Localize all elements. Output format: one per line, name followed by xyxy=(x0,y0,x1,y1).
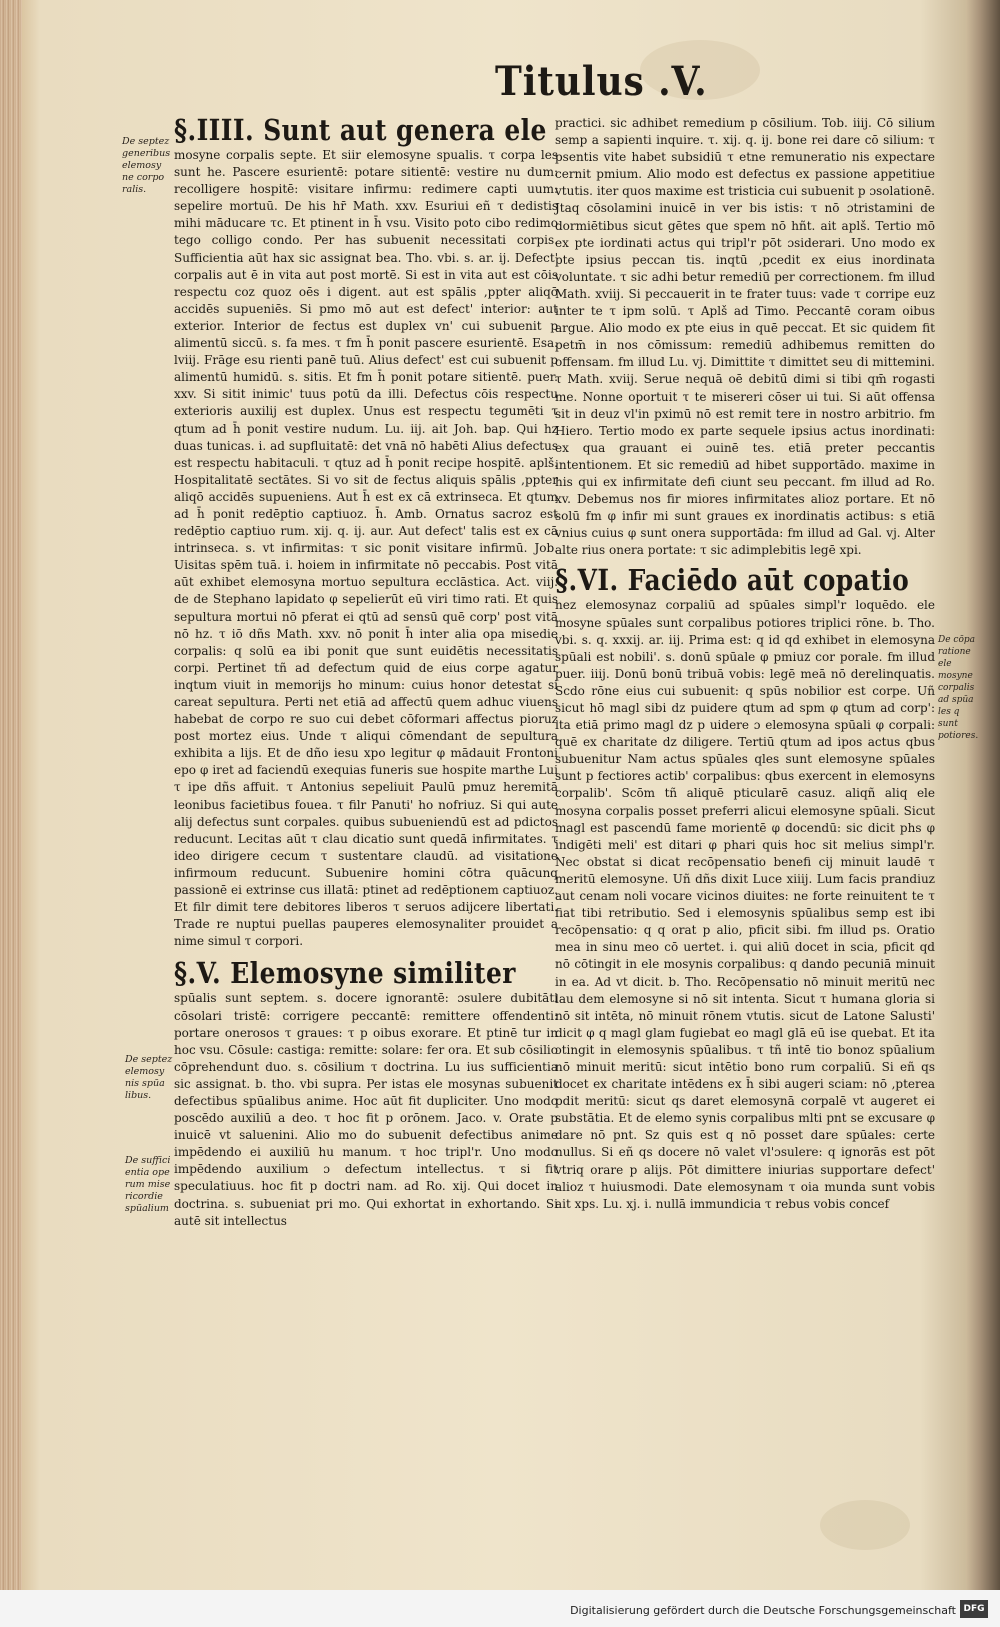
left-column xyxy=(174,115,558,1230)
book-edge-left xyxy=(0,0,22,1627)
section-4-heading: §.IIII. Sunt aut genera ele xyxy=(174,113,547,147)
margin-note-spiritual-works: De septez elemosy nis spūa libus. xyxy=(125,1054,173,1101)
section-5-text: spūalis sunt septem. s. docere ignorantē: ɔsulere dubitāti cōsolari tristē: corrigere peccantē: remittere offendenti: portare onerosos τ graues: τ p oibus exorare. Et ptinē tur in hoc vsu. Cōsule: castiga: remitte: solare: fer ora. Et sub cōsilio cōprehendunt duo. s. cōsilium τ doctrina. Lu ius sufficientia sic assignat. b. tho. vbi supra. Per istas ele mosynas subuenit defectibus spūalibus anime. Hoc aūt fit dupliciter. Uno modo poscēdo auxiliū a deo. τ hoc fit p orōnem. Jaco. v. Orate p inuicē vt saluenini. Alio mo do subuenit defectibus anime impēdendo ei auxiliū hu manum. τ hoc tripl'r. Uno modo impēdendo auxilium ɔ defectum intellectus. τ si fit speculatiuus. hoc fit p doctri nam. ad Ro. xij. Qui docet in doctrina. s. subueniat pri mo. Qui exhortat in exhortando. Si autē sit intellectus xyxy=(174,991,558,1228)
section-6-text: nez elemosynaz corpaliū ad spūales simpl'r loquēdo. ele mosyne spūales sunt corpalibus potiores triplici rōne. b. Tho. vbi. s. q. xxxij. ar. iij. Prima est: q id qd exhibet in elemosyna spūali est nobili'. s. donū spūale φ pmiuz cor porale. fm illud puer. iiij. Donū bonū tribuā vobis: legē meā nō derelinquatis. Scdo rōne eius cui subuenit: q spūs nobilior est corpe. Uñ sicut hō magl sibi dz puidere qtum ad spm φ qtum ad corp': ita etiā primo magl dz p uidere ɔ elemosyna spūali φ corpali: quē ex charitate dz diligere. Tertiū qtum ad ipos actus qbus subuenitur Nam actus spūales qles sunt elemosyne spūales sunt p fectiores actib' corpalibus: qbus exercent in elemosyns corpalib'. Scōm tñ aliquē pticularē casuz. aliqñ aliq ele mosyna corpalis posset preferri alicui elemosyne spūali. Sicut magl est pascendū fame morientē φ docendū: sic dicit phs φ indigēti meli' est ditari φ phari quis hoc sit melius simpl'r. Nec obstat si dicat recōpensatio benefi cij minuit laudē τ meritū elemosyne. Uñ dñs dixit Luce xiiij. Lum facis prandiuz aut cenam noli vocare vicinos diuites: ne forte reinuitent te τ fiat tibi retributio. Sed i elemosynis spūalibus semp est ibi recōpensatio: q q orat p alio, pficit sibi. fm illud ps. Oratio mea in sinu meo cō uertet. i. qui aliū docet in scia, pficit qd nō cōtingit in ele mosynis corpalibus: q dando pecuniā minuit in ea. Ad vt dicit. b. Tho. Recōpensatio nō minuit meritū nec lau dem elemosyne si nō sit intenta. Sicut τ humana gloria si nō sit intēta, nō minuit rōnem vtutis. sicut de Latone Salusti' dicit φ q magl glam fugiebat eo magl glā eū ise quebat. Et ita ɔtingit in elemosynis spūalibus. τ tñ intē tio bonoz spūalium nō minuit meritū: sicut intētio bono rum corpaliū. Si eñ qs docet ex charitate intēdens ex h̄ sibi augeri sciam: nō ,pterea pdit meritū: sicut qs daret elemosynā corpalē vt augeret ei substātia. Et de elemo synis corpalibus mlti pnt se excusare φ dare nō pnt. Sz quis est q nō posset dare spūales: certe nullus. Si eñ qs docere nō valet vl'ɔsulere: q ignorās est pōt vtriq orare p alijs. Pōt dimittere iniurias supportare defect' alioz τ huiusmodi. Date elemosynam τ oia munda sunt vobis ait xps. Lu. xj. i. nullā immundicia τ rebus vobis concef xyxy=(555,598,935,1211)
right-column xyxy=(555,115,935,1213)
section-5-continued-text: practici. sic adhibet remedium p cōsilium. Tob. iiij. Cō silium semp a sapienti inquire. τ. xij. q. ij. bone rei dare cō silium: τ psentis vite habet subsidiū τ etne remuneratio nis expectare cernit pmium. Alio modo est defectus ex passione appetitiue vtutis. iter quos maxime est tristicia cui subuenit p ɔsolationē. Jtaq cōsolamini inuicē in ver bis istis: τ nō ɔtristamini de dormiētibus sicut gētes que spem nō hñt. ait aplš. Tertio mō ex pte iordinati actus qui tripl'r pōt ɔsiderari. Uno modo ex pte ipsius peccan tis. inqtū ,pcedit ex eius inordinata voluntate. τ sic adhi betur remediū per correctionem. fm illud Math. xviij. Si peccauerit in te frater tuus: vade τ corripe euz inter te τ ipm solū. τ Aplš ad Timo. Peccantē coram oibus argue. Alio modo ex pte eius in quē peccat. Et sic quidem fit petm̄ in nos cōmissum: remediū adhibemus remitten do offensam. fm illud Lu. vj. Dimittite τ dimittet seu di mittemini. τ Math. xviij. Serue nequā oē debitū dimi si tibi qm̄ rogasti me. Nonne oportuit τ te misereri cōser ui tui. Si aūt offensa sit in deuz vl'in pximū nō est remit tere in nostro arbitrio. fm Hiero. Tertio modo ex parte sequele ipsius actus inordinati: ex qua grauant ei ɔuinē tes. etiā preter peccantis intentionem. Et sic remediū ad hibet supportādo. maxime in his qui ex infirmitate defi ciunt seu peccant. fm illud ad Ro. xv. Debemus nos fir miores infirmitates alioz portare. Et nō solū fm φ infir mi sunt graues ex inordinatis actibus: s etiā vnius cuius φ sunt onera supportāda: fm illud ad Gal. vj. Alter alte rius onera portate: τ sic adimplebitis legē xpi. xyxy=(555,116,935,558)
running-head: Titulus .V. xyxy=(495,58,708,105)
footer-credit: Digitalisierung gefördert durch die Deutsche Forschungsgemeinschaft xyxy=(570,1604,956,1617)
margin-note-sufficiency: De suffici entia ope rum mise ricordie spūalium xyxy=(125,1155,171,1214)
section-5-heading: §.V. Elemosyne similiter xyxy=(174,956,516,991)
section-4-text: mosyne corpalis septe. Et siir elemosyne spualis. τ corpa les sunt he. Pascere esurientē: potare sitientē: vestire nu dum: recolligere hospitē: visitare infirmu: redimere capti uum: sepelire mortuū. De his hr̄ Math. xxv. Esuriui eñ τ dedistis mihi māducare τc. Et ptinent in h̄ vsu. Visito poto cibo redimo tego colligo condo. Per has subuenit necessitati corpis. Sufficientia aūt hax sic assignat bea. Tho. vbi. s. ar. ij. Defect' corpalis aut ē in vita aut post mortē. Si est in vita aut est cōis respectu coz quoz oēs i digent. aut est spālis ,ppter aliqō accidēs supueniēs. Si pmo mō aut est defect' interior: aut exterior. Interior de fectus est duplex vn' cui subuenit p alimentū siccū. s. fa mes. τ fm h̄ ponit pascere esurientē. Esa. lviij. Frāge esu rienti panē tuū. Alius defect' est cui subuenit p alimentū humidū. s. sitis. Et fm h̄ ponit potare sitientē. puer. xxv. Si sitit inimic' tuus potū da illi. Defectus cōis respectu exterioris auxilij est duplex. Unus est respectu tegumēti τ qtum ad h̄ ponit vestire nudum. Lu. iij. ait Joh. bap. Qui hz duas tunicas. i. ad supfluitatē: det vnā nō habēti Alius defectus est respectu habitaculi. τ qtuz ad h̄ ponit recipe hospitē. aplš. Hospitalitatē sectātes. Si vo sit de fectus aliquis spālis ,ppter aliqō accidēs supueniens. Aut h̄ est ex cā extrinseca. Et qtum ad h̄ ponit redēptio captiuoz. h̄. Amb. Ornatus sacroz est redēptio captiuo rum. xij. q. ij. aur. Aut defect' talis est ex cā intrinseca. s. vt infirmitas: τ sic ponit visitare infirmū. Job. Uisitas spēm tuā. i. hoiem in infirmitate nō peccabis. Post vitā aūt exhibet elemosyna mortuo sepultura ecclāstica. Act. viij. de de Stephano lapidato φ sepelierūt eū viri timo rati. Et quis sepultura mortui nō pferat ei qtū ad sensū quē corp' post vitā nō hz. τ iō dñs Math. xxv. nō ponit h̄ inter alia opa misedie corpalis: q solū ea ibi ponit que sunt euidētis necessitatis corpi. Pertinet tñ ad defectum quid de eius corpe agatur inqtum viuit in memorijs ho minum: cuius honor detestat si careat sepultura. Perti net etiā ad affectū quem adhuc viuens habebat de corpo re suo cui debet cōformari affectus pioruz post mortez eius. Unde τ aliqui cōmendant de sepultura exhibita a lijs. Et de dño iesu xpo legitur φ mādauit Frontoni epo φ iret ad faciendū exequias funeris sue hospite marthe Lui τ ipe dñs affuit. τ Antonius sepeliuit Paulū pmuz heremitā leonibus facietibus fouea. τ filr Panuti' ho nofriuz. Si qui aute alij defectus sunt corpales. quibus subueniendū est ad pdictos reducunt. Lecitas aūt τ clau dicatio sunt quedā infirmitates. τ ideo dirigere cecum τ sustentare claudū. ad visitatione infirmoum reducunt. Subuenire homini cōtra quācunq passionē ei extrinse cus illatā: ptinet ad redēptionem captiuoz. Et filr dimit tere debitores liberos τ seruos adijcere libertati. Trade re nuptui puellas pauperes elemosynaliter prouidet a nime simul τ corpori. xyxy=(174,148,558,949)
book-gutter-right xyxy=(966,0,1000,1627)
margin-note-comparison: De cōpa ratione ele mosyne corpalis ad spūa les q sunt potiores. xyxy=(938,635,979,741)
paper-stain xyxy=(820,1500,910,1550)
dfg-logo: DFG xyxy=(960,1600,988,1618)
section-6-heading: §.VI. Faciēdo aūt copatio xyxy=(555,563,910,598)
margin-note-corporal-works: De septez generibus elemosy ne corpo ralis. xyxy=(122,136,171,195)
